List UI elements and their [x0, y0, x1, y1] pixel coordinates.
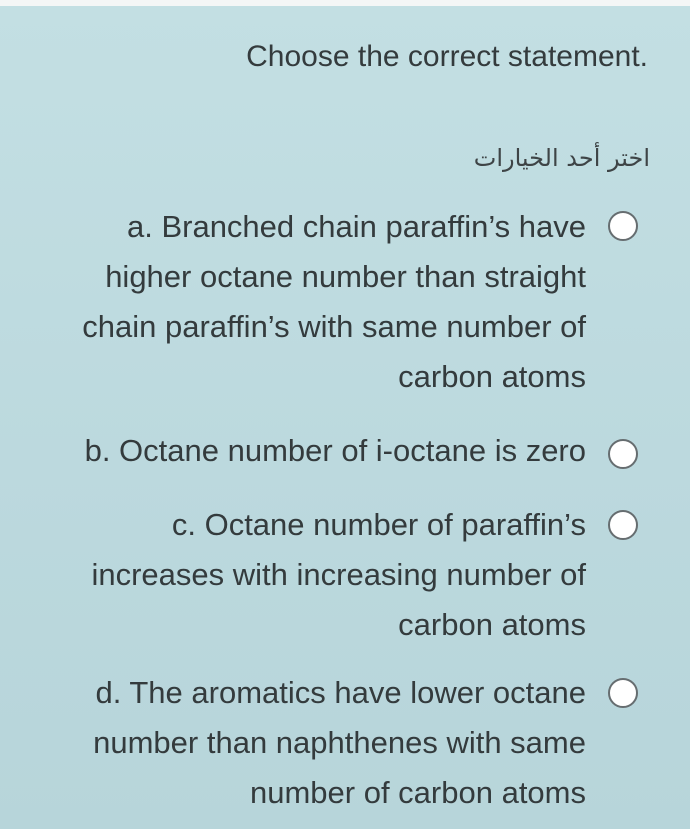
option-a-label: a. Branched chain paraffin’s have higher octane number than straight chain paraffin’s with same number of carbon atoms — [82, 209, 586, 394]
option-a-radio[interactable] — [608, 211, 638, 241]
option-d[interactable] — [0, 668, 690, 818]
option-b-radio[interactable] — [608, 439, 638, 469]
question-card — [0, 6, 690, 829]
option-c[interactable] — [0, 500, 690, 650]
instruction-text: اختر أحد الخيارات — [473, 144, 650, 172]
question-text: .Choose the correct statement — [246, 40, 648, 73]
option-d-radio[interactable] — [608, 678, 638, 708]
option-b-label: b. Octane number of i-octane is zero — [84, 433, 586, 468]
option-a[interactable] — [0, 202, 690, 412]
option-d-label: d. The aromatics have lower octane number than naphthenes with same number of carbon atoms — [93, 675, 586, 810]
option-b[interactable] — [0, 426, 690, 482]
option-c-label: c. Octane number of paraffin’s increases with increasing number of carbon atoms — [91, 507, 586, 642]
option-c-radio[interactable] — [608, 510, 638, 540]
